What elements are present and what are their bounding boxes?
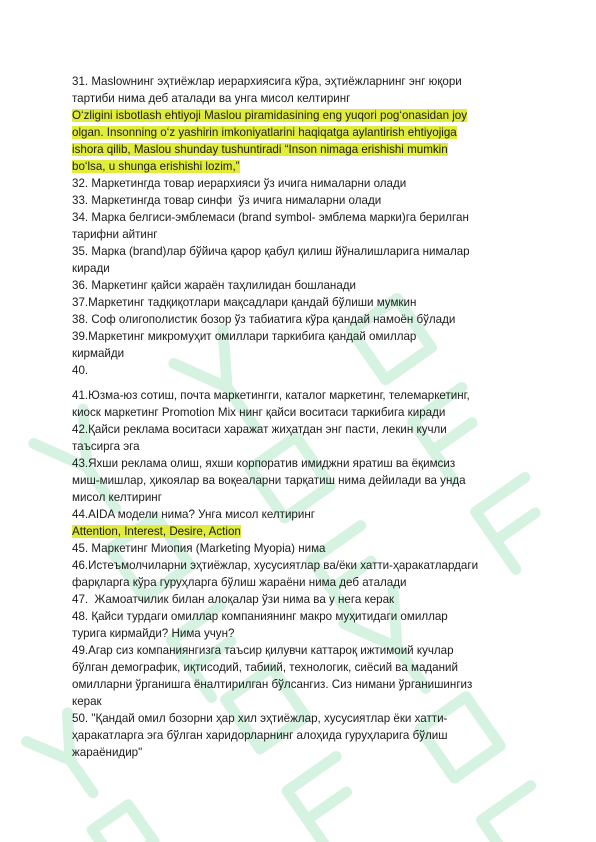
question-text: 31. Maslowнинг эҳтиёжлар иерархиясига кўра, эҳтиёжларнинг энг юқори: [72, 75, 462, 88]
question-text: бўлган демографик, иқтисодий, табиий, технологик, сиёсий ва маданий: [72, 661, 458, 674]
text-line: [72, 141, 527, 158]
text-line: [72, 294, 527, 311]
text-line: [72, 523, 527, 540]
question-text: тартиби нима деб аталади ва унга мисол келтиринг: [72, 92, 351, 105]
text-line: [72, 540, 527, 557]
document-body: [72, 73, 527, 761]
text-line: [72, 625, 527, 642]
text-line: [72, 209, 527, 226]
highlighted-answer-text: bo‘lsa, u shunga erishishi lozim,”: [72, 160, 240, 173]
question-text: киоск маркетинг Promotion Mix нинг қайси воситаси таркибига киради: [72, 406, 446, 419]
highlighted-answer-text: ishora qilib, Maslou shunday tushuntiradi “Inson nimaga erishishi mumkin: [72, 143, 448, 156]
text-line: [72, 506, 527, 523]
text-line: [72, 328, 527, 345]
text-line: [72, 455, 527, 472]
question-text: киради: [72, 262, 110, 275]
question-text: кирмайди: [72, 347, 125, 360]
question-text: турига кирмайди? Нима учун?: [72, 627, 235, 640]
text-line: [72, 175, 527, 192]
question-text: 36. Маркетинг қайси жараён таҳлилидан бошланади: [72, 279, 357, 292]
highlighted-answer-text: O‘zligini isbotlash ehtiyoji Maslou piramidasining eng yuqori pog‘onasidan joy: [72, 109, 468, 122]
text-line: [72, 243, 527, 260]
text-line: [72, 574, 527, 591]
text-line: [72, 727, 527, 744]
text-line: [72, 345, 527, 362]
question-text: 42.Қайси реклама воситаси харажат жиҳатдан энг пасти, лекин кучли: [72, 423, 447, 436]
question-text: мисол келтиринг: [72, 491, 162, 504]
question-text: 37.Маркетинг тадқиқотлари мақсадлари қандай бўлиши мумкин: [72, 296, 417, 309]
question-text: 48. Қайси турдаги омиллар компаниянинг макро муҳитидаги омиллар: [72, 610, 448, 623]
text-line: [72, 421, 527, 438]
text-line: [72, 124, 527, 141]
question-text: 41.Юзма-юз сотиш, почта маркетингги, каталог маркетинг, телемаркетинг,: [72, 389, 470, 402]
text-line: [72, 226, 527, 243]
text-line: [72, 260, 527, 277]
question-text: тарифни айтинг: [72, 228, 158, 241]
text-line: [72, 591, 527, 608]
text-line: [72, 438, 527, 455]
text-line: [72, 192, 527, 209]
question-text: 44.AIDA модели нима? Унга мисол келтиринг: [72, 508, 315, 521]
text-line: [72, 90, 527, 107]
question-text: 39.Маркетинг микромуҳит омиллари таркибига қандай омиллар: [72, 330, 417, 343]
question-text: 50. "Қандай омил бозорни ҳар хил эҳтиёжлар, хусусиятлар ёки хатти-: [72, 712, 448, 725]
question-text: керак: [72, 695, 102, 708]
question-text: 47. Жамоатчилик билан алоқалар ўзи нима ва у нега керак: [72, 593, 395, 606]
text-line: [72, 472, 527, 489]
text-line: [72, 404, 527, 421]
highlighted-answer-text: Attention, Interest, Desire, Action: [72, 525, 241, 538]
question-text: ҳаракатларга эга бўлган харидорларнинг алоҳида гуруҳларига бўлиш: [72, 729, 448, 742]
text-line: [72, 608, 527, 625]
question-text: 46.Истеъмолчиларни эҳтиёжлар, хусусиятлар ва/ёки хатти-ҳаракатлардаги: [72, 559, 479, 572]
text-line: [72, 158, 527, 175]
text-line: [72, 107, 527, 124]
text-line: [72, 642, 527, 659]
text-line: [72, 744, 527, 761]
text-line: [72, 659, 527, 676]
question-text: 38. Соф олигополистик бозор ўз табиатига кўра қандай намоён бўлади: [72, 313, 456, 326]
question-text: 33. Маркетингда товар синфи ўз ичига нималарни олади: [72, 194, 382, 207]
question-text: 43.Яхши реклама олиш, яхши корпоратив имиджни яратиш ва ёқимсиз: [72, 457, 456, 470]
text-line: [72, 693, 527, 710]
paragraph-gap: [72, 379, 527, 387]
question-text: 45. Маркетинг Миопия (Marketing Myopia) нима: [72, 542, 326, 555]
question-text: таъсирга эга: [72, 440, 140, 453]
text-line: [72, 489, 527, 506]
question-text: фарқларга кўра гуруҳларга бўлиш жараёни нима деб аталади: [72, 576, 407, 589]
text-line: [72, 387, 527, 404]
question-text: миш-мишлар, ҳикоялар ва воқеаларни тарқатиш нима дейилади ва унда: [72, 474, 466, 487]
text-line: [72, 557, 527, 574]
highlighted-answer-text: olgan. Insonning o‘z yashirin imkoniyatlarini haqiqatga aylantirish ehtiyojiga: [72, 126, 457, 139]
text-line: [72, 311, 527, 328]
text-line: [72, 362, 527, 379]
question-text: 49.Агар сиз компаниянгизга таъсир қилувчи каттароқ ижтимоий кучлар: [72, 644, 454, 657]
text-line: [72, 710, 527, 727]
text-line: [72, 73, 527, 90]
text-line: [72, 676, 527, 693]
question-text: 34. Марка белгиси-эмблемаси (brand symbol- эмблема марки)га берилган: [72, 211, 469, 224]
question-text: 35. Марка (brand)лар бўйича қарор қабул қилиш йўналишларига нималар: [72, 245, 470, 258]
question-text: омилларни ўрганишга ёналтирилган бўлсангиз. Сиз нимани ўрганишингиз: [72, 678, 473, 691]
text-line: [72, 277, 527, 294]
question-text: 40.: [72, 364, 89, 377]
question-text: 32. Маркетингда товар иерархияси ўз ичига нималарни олади: [72, 177, 407, 190]
question-text: жараёнидир": [72, 746, 143, 759]
